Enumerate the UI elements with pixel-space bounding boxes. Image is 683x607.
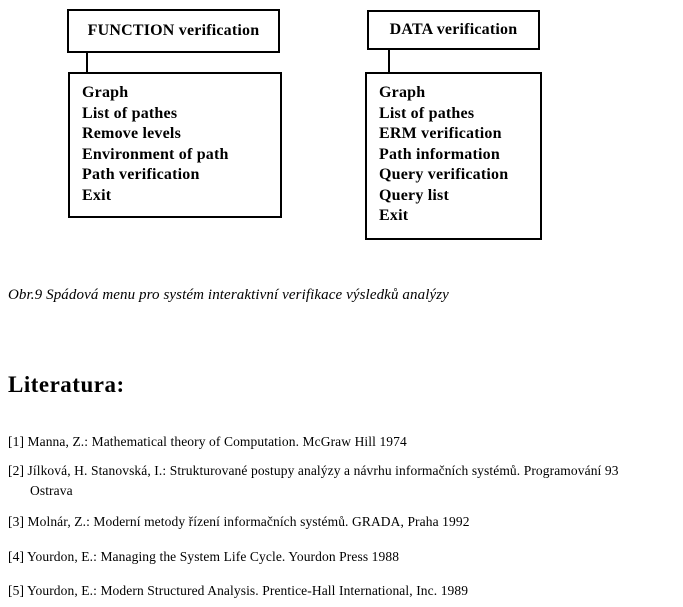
menu-item: List of pathes bbox=[379, 104, 475, 122]
reference-item bbox=[8, 432, 680, 452]
menu-item: Query verification bbox=[379, 166, 509, 183]
function-menu-title: FUNCTION verification bbox=[87, 22, 260, 39]
menu-item: Path verification bbox=[82, 166, 200, 183]
reference-text: [4] Yourdon, E.: Managing the System Life Cycle. Yourdon Press 1988 bbox=[8, 549, 400, 564]
reference-item bbox=[8, 461, 680, 501]
bibliography-heading: Literatura: bbox=[8, 372, 125, 397]
reference-text: [3] Molnár, Z.: Moderní metody řízení informačních systémů. GRADA, Praha 1992 bbox=[8, 514, 470, 529]
data-menu-title: DATA verification bbox=[389, 21, 518, 38]
function-menu-box bbox=[68, 72, 282, 218]
menu-item: Remove levels bbox=[82, 125, 182, 142]
menu-item: Graph bbox=[379, 84, 426, 101]
data-menu-title-box bbox=[367, 10, 540, 50]
menu-item: Query list bbox=[379, 186, 449, 204]
reference-item bbox=[8, 547, 680, 567]
menu-item: ERM verification bbox=[379, 125, 502, 142]
figure-caption: Obr.9 Spádová menu pro systém interaktivní verifikace výsledků analýzy bbox=[8, 287, 449, 303]
reference-text: [5] Yourdon, E.: Modern Structured Analysis. Prentice-Hall International, Inc. 1989 bbox=[8, 583, 469, 598]
function-menu-connector-line bbox=[86, 53, 88, 72]
reference-text: [2] Jílková, H. Stanovská, I.: Strukturované postupy analýzy a návrhu informačních systémů. Programování 93 bbox=[8, 463, 619, 478]
function-menu-items bbox=[70, 74, 280, 206]
data-menu-items bbox=[367, 74, 540, 227]
reference-text-continued: Ostrava bbox=[30, 483, 73, 498]
menu-item: Graph bbox=[82, 84, 129, 101]
reference-item bbox=[8, 512, 680, 532]
menu-item: Exit bbox=[82, 186, 112, 204]
reference-item bbox=[8, 581, 680, 601]
menu-item: Exit bbox=[379, 207, 409, 224]
function-menu-title-box bbox=[67, 9, 280, 53]
data-menu-box bbox=[365, 72, 542, 240]
menu-item: Path information bbox=[379, 145, 500, 163]
menu-item: List of pathes bbox=[82, 104, 178, 122]
data-menu-connector-line bbox=[388, 50, 390, 72]
reference-text: [1] Manna, Z.: Mathematical theory of Computation. McGraw Hill 1974 bbox=[8, 434, 407, 449]
menu-item: Environment of path bbox=[82, 145, 229, 163]
